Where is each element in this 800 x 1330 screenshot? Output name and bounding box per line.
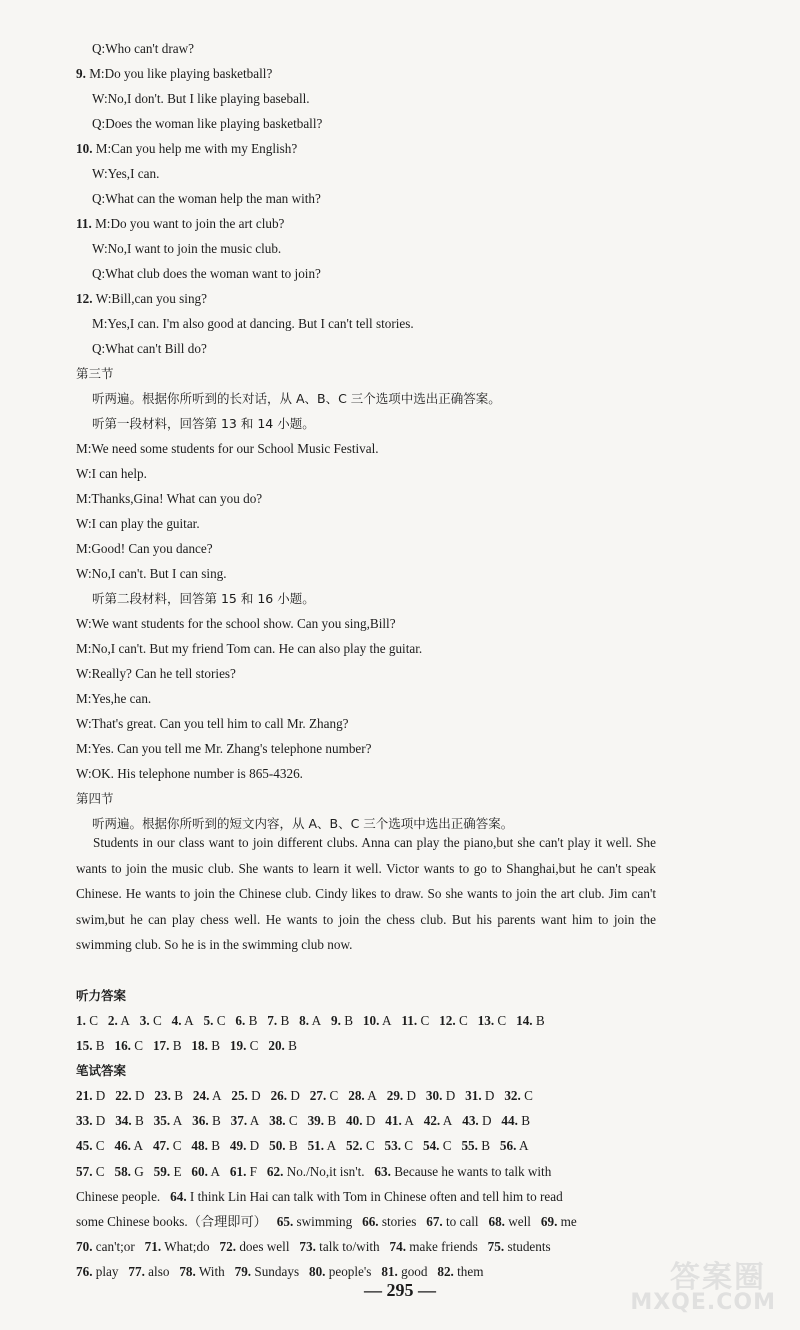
answer-value: C	[458, 1013, 468, 1028]
answer-value: B	[535, 1013, 545, 1028]
line-text: 听第二段材料，回答第 15 和 16 小题。	[92, 591, 315, 606]
answer-number: 31.	[465, 1088, 482, 1103]
answer-row	[76, 1137, 529, 1155]
answer-number: 21.	[76, 1088, 93, 1103]
answer-value: With	[198, 1264, 225, 1280]
answer-number: 54.	[422, 1138, 440, 1154]
answer-number: 33.	[76, 1113, 93, 1129]
answer-number: 73.	[299, 1239, 316, 1255]
answer-number: 55.	[461, 1138, 478, 1154]
answer-value: What;do	[164, 1239, 210, 1255]
answer-number: 56.	[499, 1138, 517, 1154]
answer-value: C	[172, 1138, 182, 1154]
answer-value: B	[248, 1013, 258, 1028]
answer-number: 4.	[171, 1013, 182, 1028]
text-line	[76, 465, 147, 483]
answer-row	[76, 1037, 297, 1055]
answer-number: 59.	[153, 1163, 171, 1179]
answer-value: A	[133, 1138, 144, 1154]
text-line	[92, 315, 414, 333]
answer-value: to call	[446, 1214, 479, 1229]
answer-number: 80.	[308, 1264, 326, 1280]
answer-number: 9.	[331, 1013, 341, 1028]
answer-number: 3.	[139, 1013, 150, 1028]
answer-value: No./No,it isn't.	[286, 1163, 365, 1179]
answer-value: A	[311, 1013, 322, 1028]
answer-value: C	[404, 1138, 414, 1154]
text-line	[76, 65, 272, 83]
answer-number: 23.	[154, 1088, 171, 1103]
answer-number: 53.	[384, 1138, 401, 1154]
answer-number: 15.	[76, 1038, 93, 1053]
written-answers-heading: 笔试答案	[76, 1063, 127, 1078]
text-line	[92, 340, 207, 358]
answer-value: stories	[381, 1214, 417, 1229]
line-text: W:OK. His telephone number is 865-4326.	[76, 766, 303, 781]
line-text: Q:Who can't draw?	[92, 41, 194, 56]
answer-number: 64.	[170, 1188, 187, 1204]
line-text: 听两遍。根据你所听到的短文内容，从 A、B、C 三个选项中选出正确答案。	[92, 816, 514, 831]
answer-number: 82.	[437, 1264, 454, 1280]
answer-value: Sundays	[254, 1264, 300, 1280]
answer-value: I think Lin Hai can talk with Tom in Chinese often and tell him to read	[189, 1188, 563, 1204]
answer-value: C	[497, 1013, 507, 1028]
line-text: 听两遍。根据你所听到的长对话，从 A、B、C 三个选项中选出正确答案。	[92, 391, 501, 406]
text-line	[76, 440, 379, 458]
answer-number: 20.	[268, 1038, 285, 1053]
answer-value: A	[184, 1013, 194, 1028]
answer-number: 27.	[309, 1088, 327, 1103]
answer-row	[76, 1188, 563, 1206]
answer-value: G	[134, 1163, 144, 1179]
text-line	[76, 290, 207, 308]
answer-number: 18.	[191, 1038, 208, 1053]
line-text: W:That's great. Can you tell him to call Mr. Zhang?	[76, 716, 349, 731]
answer-value: well	[508, 1214, 531, 1229]
answer-number: 52.	[346, 1138, 363, 1154]
answer-number: 6.	[235, 1013, 246, 1028]
answer-number: 5.	[203, 1013, 214, 1028]
text-line	[92, 115, 322, 133]
answer-value: A	[249, 1113, 260, 1129]
answer-value: does well	[239, 1239, 290, 1255]
text-line	[76, 740, 372, 758]
question-number: 12.	[76, 291, 96, 306]
answer-value: play	[95, 1264, 119, 1280]
watermark-url: MXQE.COM	[630, 1290, 776, 1315]
text-line	[92, 90, 310, 108]
answer-number: 26.	[270, 1088, 288, 1103]
answer-value: students	[507, 1239, 551, 1255]
line-text: W:I can help.	[76, 466, 147, 481]
answer-value: B	[327, 1113, 337, 1129]
line-text: Q:What club does the woman want to join?	[92, 266, 321, 281]
page-number: — 295 —	[364, 1280, 436, 1300]
answer-number: 43.	[462, 1113, 479, 1129]
answer-number: 78.	[179, 1264, 196, 1280]
text-line	[92, 40, 194, 58]
text-line	[92, 190, 321, 208]
answer-value: D	[251, 1088, 261, 1103]
answer-number: 66.	[362, 1214, 379, 1229]
answer-number: 41.	[385, 1113, 402, 1129]
answer-number: 28.	[348, 1088, 365, 1103]
line-text: M:Yes,he can.	[76, 691, 152, 706]
answer-value: A	[518, 1138, 529, 1154]
text-line	[92, 390, 501, 408]
text-line	[76, 490, 262, 508]
line-text: M:Do you like playing basketball?	[89, 66, 273, 81]
answer-number: 22.	[115, 1088, 132, 1103]
text-line	[76, 765, 303, 783]
answer-number: 2.	[107, 1013, 118, 1028]
listening-answers-heading: 听力答案	[76, 988, 127, 1003]
answer-row	[76, 1087, 533, 1105]
answer-number: 29.	[386, 1088, 404, 1103]
answer-number: 40.	[346, 1113, 363, 1129]
answer-value: C	[216, 1013, 226, 1028]
answer-number: 24.	[192, 1088, 210, 1103]
answer-number: 67.	[426, 1214, 443, 1229]
answer-value: talk to/with	[319, 1239, 380, 1255]
line-text: W:Really? Can he tell stories?	[76, 666, 236, 681]
answer-value: C	[249, 1038, 259, 1053]
answer-number: 50.	[269, 1138, 286, 1154]
answer-number: 13.	[477, 1013, 495, 1028]
answer-row	[76, 1112, 530, 1130]
answer-value: D	[95, 1113, 106, 1129]
answer-value: D	[406, 1088, 417, 1103]
answer-value: C	[134, 1038, 144, 1053]
answer-value: swimming	[296, 1214, 353, 1229]
answer-value: D	[290, 1088, 300, 1103]
line-text: M:Good! Can you dance?	[76, 541, 213, 556]
line-text: 第三节	[76, 366, 114, 381]
line-text: Q:What can the woman help the man with?	[92, 191, 321, 206]
answer-row	[76, 1012, 545, 1030]
answer-value: A	[404, 1113, 414, 1129]
line-text: Q:Does the woman like playing basketball?	[92, 116, 323, 131]
answer-value: B	[174, 1088, 183, 1103]
answer-number: 17.	[152, 1038, 170, 1053]
answer-value: C	[442, 1138, 452, 1154]
text-line	[76, 515, 200, 533]
answer-number: 37.	[230, 1113, 248, 1129]
answer-number: 49.	[229, 1138, 247, 1154]
text-line	[92, 240, 281, 258]
answer-value: C	[365, 1138, 375, 1154]
line-text: Q:What can't Bill do?	[92, 341, 207, 356]
watermark-text: 答案圈	[670, 1260, 766, 1295]
answer-number: 69.	[540, 1214, 558, 1229]
answer-number: 79.	[234, 1264, 252, 1280]
answer-number: 39.	[307, 1113, 325, 1129]
answer-value: C	[95, 1138, 105, 1154]
line-text: M:We need some students for our School Music Festival.	[76, 441, 379, 456]
answer-value: B	[172, 1038, 182, 1053]
answer-number: 76.	[76, 1264, 93, 1280]
answer-row	[76, 1238, 551, 1256]
line-text: M:Yes,I can. I'm also good at dancing. But I can't tell stories.	[92, 316, 414, 331]
answer-value: C	[288, 1113, 298, 1129]
text-line	[76, 790, 114, 808]
text-line	[76, 690, 151, 708]
answer-value: B	[211, 1113, 221, 1129]
text-line	[92, 415, 315, 433]
line-text: W:No,I don't. But I like playing baseball.	[92, 91, 310, 106]
answer-value: make friends	[409, 1239, 478, 1255]
answer-value: C	[329, 1088, 339, 1103]
question-number: 9.	[76, 66, 90, 81]
answer-value: D	[445, 1088, 456, 1103]
answer-value: C	[524, 1088, 533, 1103]
answer-number: 11.	[401, 1013, 418, 1028]
text-line	[76, 540, 213, 558]
text-line	[76, 715, 349, 733]
answer-number: 62.	[266, 1163, 284, 1179]
line-text: 听第一段材料，回答第 13 和 14 小题。	[92, 416, 315, 431]
answer-value: Because he wants to talk with	[394, 1163, 552, 1179]
answer-value: A	[210, 1163, 220, 1179]
answer-value: C	[95, 1163, 105, 1179]
answer-number: 57.	[76, 1163, 93, 1179]
answer-number: 7.	[267, 1013, 278, 1028]
answer-value: me	[560, 1214, 577, 1229]
answer-value: A	[442, 1113, 453, 1129]
line-text: W:No,I want to join the music club.	[92, 241, 282, 256]
answer-value: E	[173, 1163, 182, 1179]
answer-row	[76, 1263, 484, 1281]
answer-value: good	[401, 1264, 428, 1280]
line-text: W:No,I can't. But I can sing.	[76, 566, 227, 581]
answer-value: B	[211, 1138, 220, 1154]
text-line	[76, 140, 297, 158]
answer-value: B	[95, 1038, 105, 1053]
answer-number: 19.	[229, 1038, 247, 1053]
text-line	[76, 215, 284, 233]
answer-number: 12.	[439, 1013, 456, 1028]
text-line	[76, 365, 114, 383]
answer-number: 65.	[276, 1214, 294, 1229]
answer-number: 71.	[144, 1239, 162, 1255]
text-line	[76, 615, 396, 633]
answer-number: 75.	[487, 1239, 505, 1255]
answer-value: C	[152, 1013, 162, 1028]
passage-text: Students in our class want to join different clubs. Anna can play the piano,but she can't play it well. She wants to join the music club. She wants to learn it well. Victor wants to go to Shanghai,but he can't speak Chinese. He wants to join the Chinese club. Cindy likes to draw. So she wants to join the art club. Jim can't swim,but he can play chess well. He wants to join the chess club. But his parents want him to join the swimming club. So he is in the swimming club now.	[76, 835, 656, 953]
answer-number: 10.	[362, 1013, 380, 1028]
answer-number: 77.	[128, 1264, 145, 1280]
line-text: W:Bill,can you sing?	[95, 291, 207, 306]
answer-value: some Chinese books.（合理即可）	[76, 1214, 267, 1229]
answer-number: 63.	[374, 1163, 391, 1179]
question-number: 11.	[76, 216, 96, 231]
text-line	[92, 165, 159, 183]
answer-number: 8.	[299, 1013, 310, 1028]
text-line	[92, 590, 315, 608]
answer-number: 34.	[115, 1113, 132, 1129]
answer-number: 47.	[152, 1138, 170, 1154]
line-text: W:We want students for the school show. Can you sing,Bill?	[76, 616, 396, 631]
answer-value: C	[420, 1013, 430, 1028]
answer-value: D	[95, 1088, 106, 1103]
answer-number: 51.	[307, 1138, 325, 1154]
answer-number: 72.	[219, 1239, 237, 1255]
answer-value: B	[280, 1013, 290, 1028]
line-text: M:Yes. Can you tell me Mr. Zhang's telephone number?	[76, 741, 372, 756]
answer-value: A	[367, 1088, 377, 1103]
question-number: 10.	[76, 141, 96, 156]
line-text: 第四节	[76, 791, 114, 806]
answer-value: B	[481, 1138, 491, 1154]
answer-number: 45.	[76, 1138, 93, 1154]
text-line	[76, 565, 227, 583]
answer-value: A	[211, 1088, 222, 1103]
answer-value: them	[457, 1264, 484, 1280]
answer-number: 25.	[231, 1088, 248, 1103]
answer-number: 68.	[488, 1214, 505, 1229]
answer-number: 74.	[389, 1239, 406, 1255]
text-line	[76, 640, 422, 658]
answer-value: C	[89, 1013, 98, 1028]
watermark-logo	[616, 1246, 776, 1316]
answer-number: 60.	[191, 1163, 208, 1179]
answer-value: A	[326, 1138, 337, 1154]
answer-value: people's	[328, 1264, 372, 1280]
text-line	[92, 265, 321, 283]
answer-value: Chinese people.	[76, 1188, 161, 1204]
line-text: M:Can you help me with my English?	[95, 141, 298, 156]
answer-value: D	[484, 1088, 495, 1103]
answer-number: 32.	[504, 1088, 521, 1103]
answer-value: also	[148, 1264, 170, 1280]
line-text: M:Thanks,Gina! What can you do?	[76, 491, 263, 506]
answer-value: B	[134, 1113, 144, 1129]
answer-number: 58.	[114, 1163, 131, 1179]
answer-value: B	[344, 1013, 354, 1028]
line-text: M:No,I can't. But my friend Tom can. He can also play the guitar.	[76, 641, 423, 656]
passage-paragraph	[76, 830, 656, 958]
answer-value: A	[172, 1113, 183, 1129]
answer-number: 16.	[114, 1038, 131, 1053]
answer-number: 38.	[269, 1113, 286, 1129]
answer-number: 35.	[153, 1113, 171, 1129]
answer-number: 42.	[423, 1113, 441, 1129]
answer-number: 48.	[191, 1138, 208, 1154]
answer-value: B	[211, 1038, 220, 1053]
answer-value: D	[134, 1088, 145, 1103]
answer-number: 61.	[229, 1163, 247, 1179]
answer-number: 44.	[501, 1113, 518, 1129]
answer-value: can't;or	[95, 1239, 135, 1255]
answer-number: 70.	[76, 1239, 93, 1255]
answer-value: A	[120, 1013, 130, 1028]
answer-value: B	[288, 1038, 297, 1053]
answer-value: B	[521, 1113, 530, 1129]
answer-number: 36.	[192, 1113, 209, 1129]
answer-value: B	[288, 1138, 298, 1154]
answer-number: 14.	[516, 1013, 533, 1028]
answer-number: 1.	[76, 1013, 86, 1028]
line-text: W:Yes,I can.	[92, 166, 160, 181]
line-text: M:Do you want to join the art club?	[95, 216, 285, 231]
answer-value: D	[249, 1138, 260, 1154]
answer-value: A	[381, 1013, 392, 1028]
answer-row	[76, 1213, 577, 1231]
answer-number: 81.	[381, 1264, 398, 1280]
answer-value: D	[482, 1113, 492, 1129]
text-line	[76, 665, 236, 683]
answer-value: F	[249, 1163, 258, 1179]
line-text: W:I can play the guitar.	[76, 516, 200, 531]
answer-row	[76, 1163, 551, 1181]
answer-number: 30.	[425, 1088, 443, 1103]
answer-number: 46.	[114, 1138, 131, 1154]
answer-value: D	[365, 1113, 376, 1129]
